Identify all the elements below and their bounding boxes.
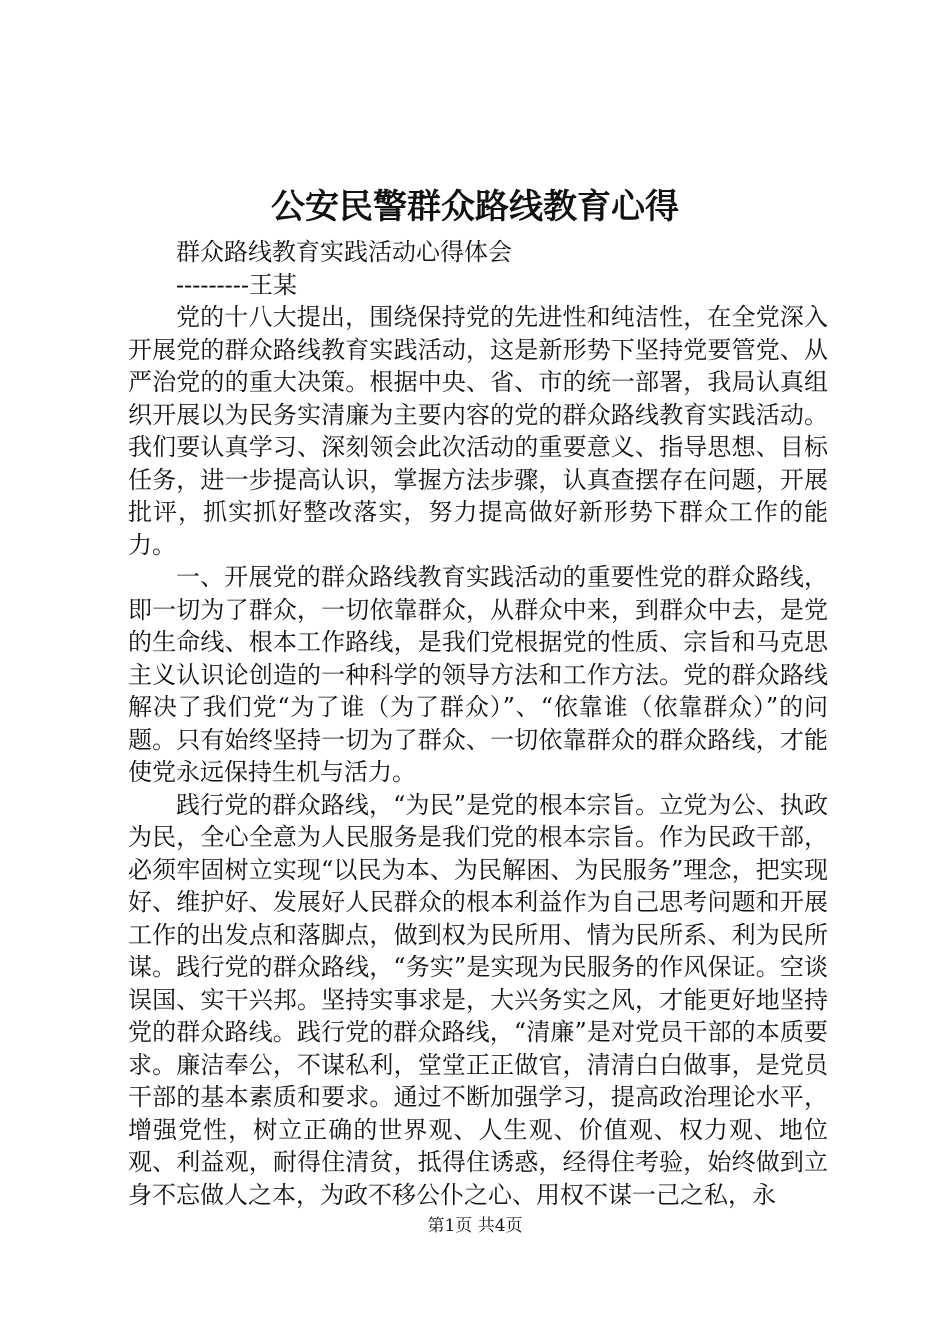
- document-subtitle: 群众路线教育实践活动心得体会: [176, 238, 512, 266]
- body-paragraph-2: 一、开展党的群众路线教育实践活动的重要性党的群众路线，即一切为了群众，一切依靠群众，从群众中来，到群众中去，是党的生命线、根本工作路线，是我们党根据党的性质、宗旨和马克思主义认识论创造的一种科学的领导方法和工作方法。党的群众路线解决了我们党“为了谁（为了群众）”、“依靠谁（依靠群众）”的问题。只有始终坚持一切为了群众、一切依靠群众的群众路线，才能使党永远保持生机与活力。: [128, 563, 828, 786]
- page-number-footer: 第1页 共4页: [427, 1216, 523, 1236]
- document-title: 公安民警群众路线教育心得: [271, 187, 679, 227]
- body-paragraph-1: 党的十八大提出，围绕保持党的先进性和纯洁性，在全党深入开展党的群众路线教育实践活动，这是新形势下坚持党要管党、从严治党的的重大决策。根据中央、省、市的统一部署，我局认真组织开展以为民务实清廉为主要内容的党的群众路线教育实践活动。我们要认真学习、深刻领会此次活动的重要意义、指导思想、目标任务，进一步提高认识，掌握方法步骤，认真查摆存在问题，开展批评，抓实抓好整改落实，努力提高做好新形势下群众工作的能力。: [128, 303, 828, 559]
- document-body: [128, 236, 828, 1211]
- author-line: ---------王某: [176, 270, 297, 299]
- body-paragraph-3: 践行党的群众路线，“为民”是党的根本宗旨。立党为公、执政为民，全心全意为人民服务是我们党的根本宗旨。作为民政干部，必须牢固树立实现“以民为本、为民解困、为民服务”理念，把实现好、维护好、发展好人民群众的根本利益作为自己思考问题和开展工作的出发点和落脚点，做到权为民所用、情为民所系、利为民所谋。践行党的群众路线，“务实”是实现为民服务的作风保证。空谈误国、实干兴邦。坚持实事求是，大兴务实之风，才能更好地坚持党的群众路线。践行党的群众路线，“清廉”是对党员干部的本质要求。廉洁奉公，不谋私利，堂堂正正做官，清清白白做事，是党员干部的基本素质和要求。通过不断加强学习，提高政治理论水平，增强党性，树立正确的世界观、人生观、价值观、权力观、地位观、利益观，耐得住清贫，抵得住诱惑，经得住考验，始终做到立身不忘做人之本，为政不移公仆之心、用权不谋一己之私，永: [128, 790, 828, 1209]
